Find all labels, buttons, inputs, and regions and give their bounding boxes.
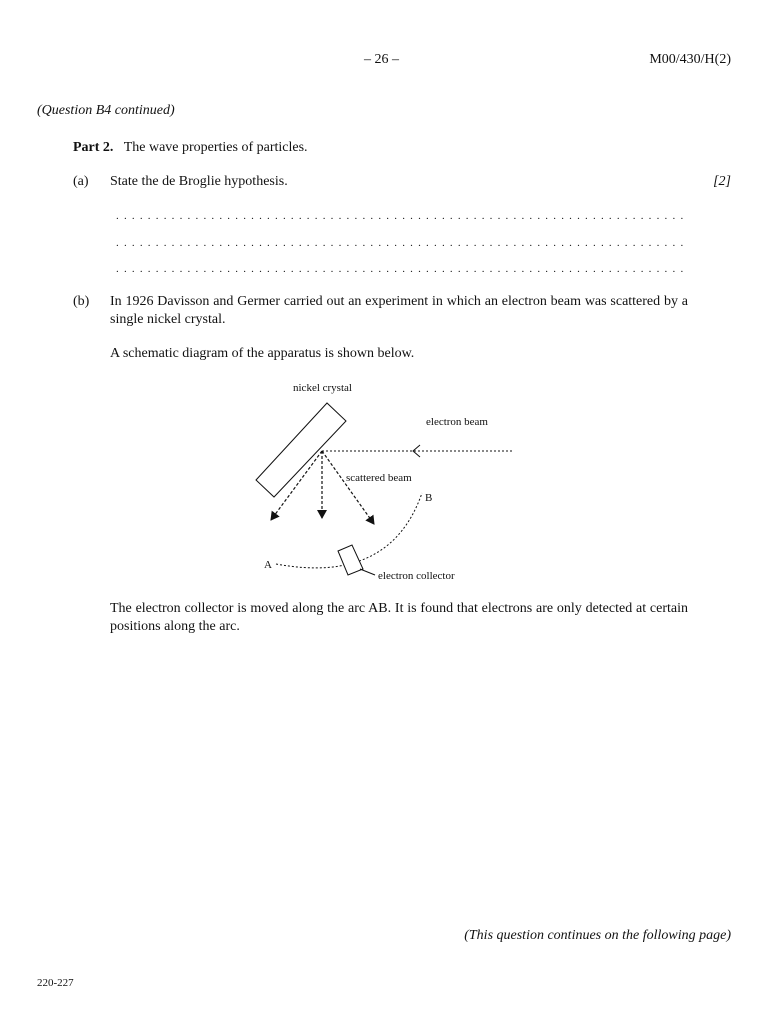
scattered-beam-label: scattered beam [346, 472, 412, 484]
footer-code: 220-227 [37, 977, 74, 989]
electron-collector-shape [338, 545, 363, 575]
question-b-text: In 1926 Davisson and Germer carried out an experiment in which an electron beam was scattered by a single nickel crystal. [110, 294, 688, 327]
answer-line: ........................................................................ [116, 238, 689, 248]
part-label: Part 2. [73, 140, 114, 155]
electron-collector-label: electron collector [378, 570, 455, 582]
question-continued-label: (Question B4 continued) [37, 103, 175, 118]
point-a-label: A [264, 559, 272, 571]
answer-line: ........................................................................ [116, 264, 689, 274]
question-a-label: (a) [73, 174, 89, 189]
nickel-crystal-shape [256, 403, 346, 497]
scattered-beam-right [322, 451, 374, 524]
answer-line: ........................................................................ [116, 211, 689, 221]
electron-beam-label: electron beam [426, 416, 488, 428]
point-b-label: B [425, 492, 433, 504]
electron-collector-pointer [360, 569, 375, 575]
scattered-beam-left [271, 451, 322, 520]
continues-note: (This question continues on the following page) [464, 928, 731, 943]
document-code: M00/430/H(2) [649, 52, 731, 67]
part-title: The wave properties of particles. [123, 140, 308, 155]
nickel-crystal-label: nickel crystal [293, 382, 352, 394]
page-number: – 26 – [364, 52, 399, 67]
question-a-text: State the de Broglie hypothesis. [110, 174, 288, 189]
question-a-marks: [2] [713, 174, 731, 189]
schematic-intro: A schematic diagram of the apparatus is shown below. [110, 346, 415, 361]
collector-description: The electron collector is moved along the arc AB. It is found that electrons are only detected at certain positions along the arc. [110, 601, 688, 634]
question-b-label: (b) [73, 294, 90, 309]
